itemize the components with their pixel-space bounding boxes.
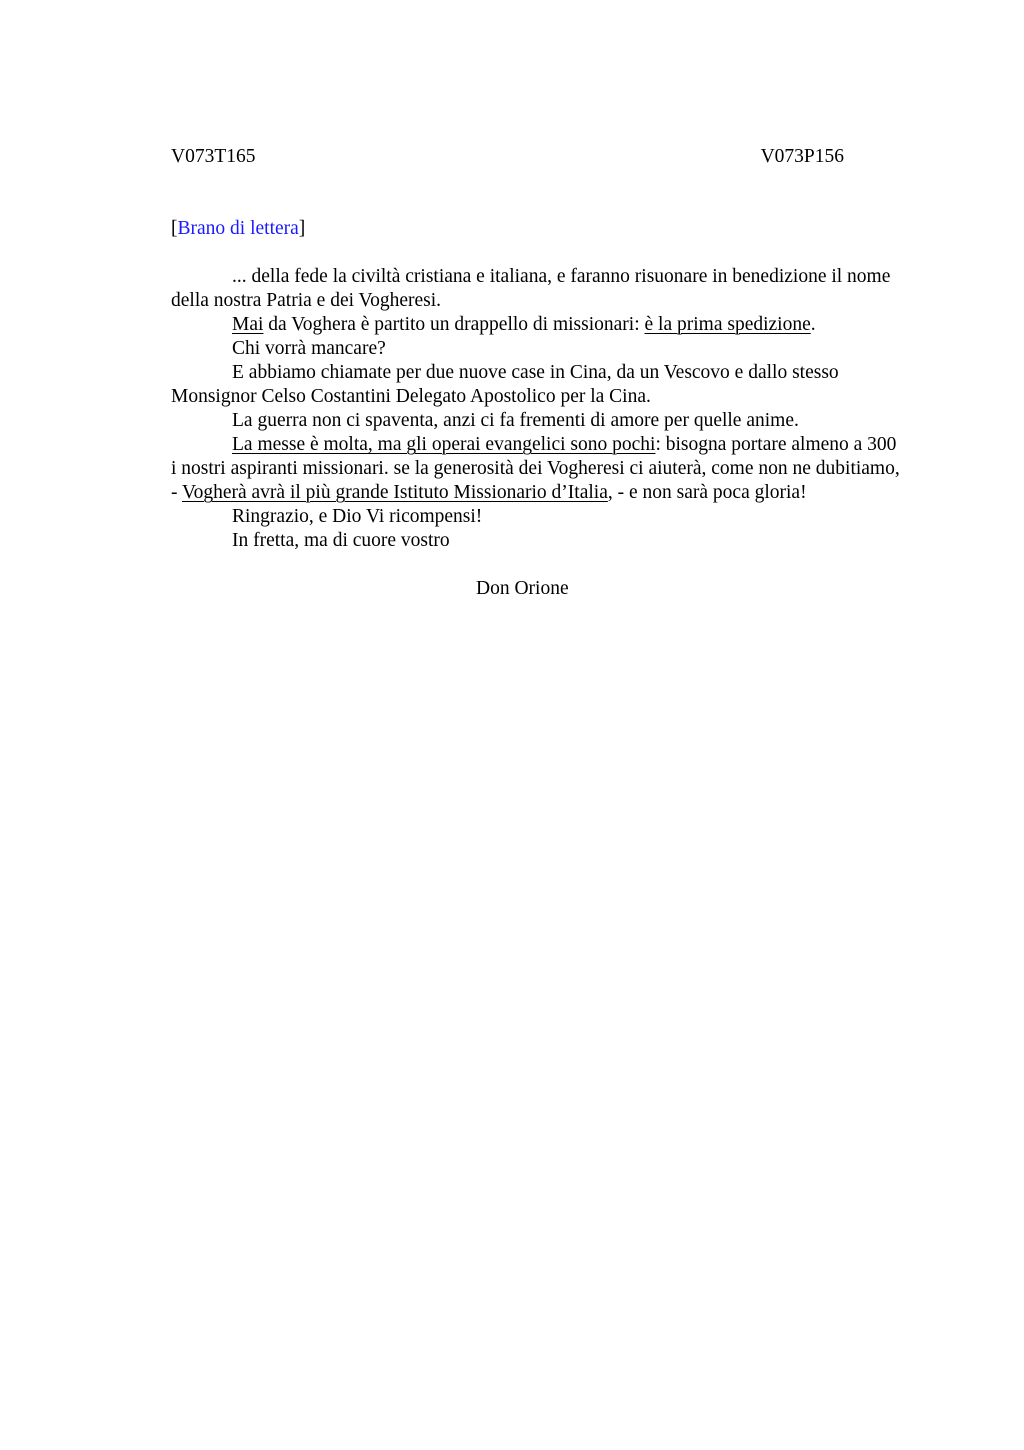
paragraph-5: La guerra non ci spaventa, anzi ci fa frementi di amore per quelle anime. (232, 410, 799, 431)
section-heading (171, 217, 903, 241)
document-header (171, 145, 903, 171)
underlined-text: La messe è molta, ma gli operai evangelici sono pochi (232, 434, 656, 455)
paragraph-text: : bisogna portare almeno a 300 i nostri aspiranti missionari. se la generosità dei Vogheresi ci aiuterà, come non ne dubitiamo, - (171, 434, 900, 503)
section-title: Brano di lettera (177, 218, 299, 239)
volume-code-left: V073T165 (171, 146, 256, 167)
underlined-text: Mai (232, 314, 264, 335)
paragraph-text: da Voghera è partito un drappello di missionari: (263, 314, 645, 335)
signature: Don Orione (476, 578, 569, 599)
bracket-close: ] (298, 218, 306, 239)
paragraph-3: Chi vorrà mancare? (232, 338, 386, 359)
paragraph-text: . (810, 314, 816, 335)
paragraph-4: E abbiamo chiamate per due nuove case in Cina, da un Vescovo e dallo stesso Monsignor Celso Costantini Delegato Apostolico per la Cina. (171, 362, 839, 407)
paragraph-7: Ringrazio, e Dio Vi ricompensi! (232, 506, 483, 527)
paragraph-1: ... della fede la civiltà cristiana e italiana, e faranno risuonare in benedizione il nome della nostra Patria e dei Vogheresi. (171, 266, 891, 311)
paragraph-2 (171, 313, 903, 337)
volume-code-right: V073P156 (760, 146, 844, 167)
paragraph-6 (171, 433, 903, 505)
underlined-text: è la prima spedizione (644, 314, 811, 335)
bracket-open: [ (171, 218, 178, 239)
document-page (171, 145, 903, 601)
letter-body (171, 265, 903, 553)
paragraph-text: , - e non sarà poca gloria! (607, 482, 807, 503)
underlined-text: Vogherà avrà il più grande Istituto Missionario d’Italia (182, 482, 608, 503)
paragraph-8: In fretta, ma di cuore vostro (232, 530, 450, 551)
